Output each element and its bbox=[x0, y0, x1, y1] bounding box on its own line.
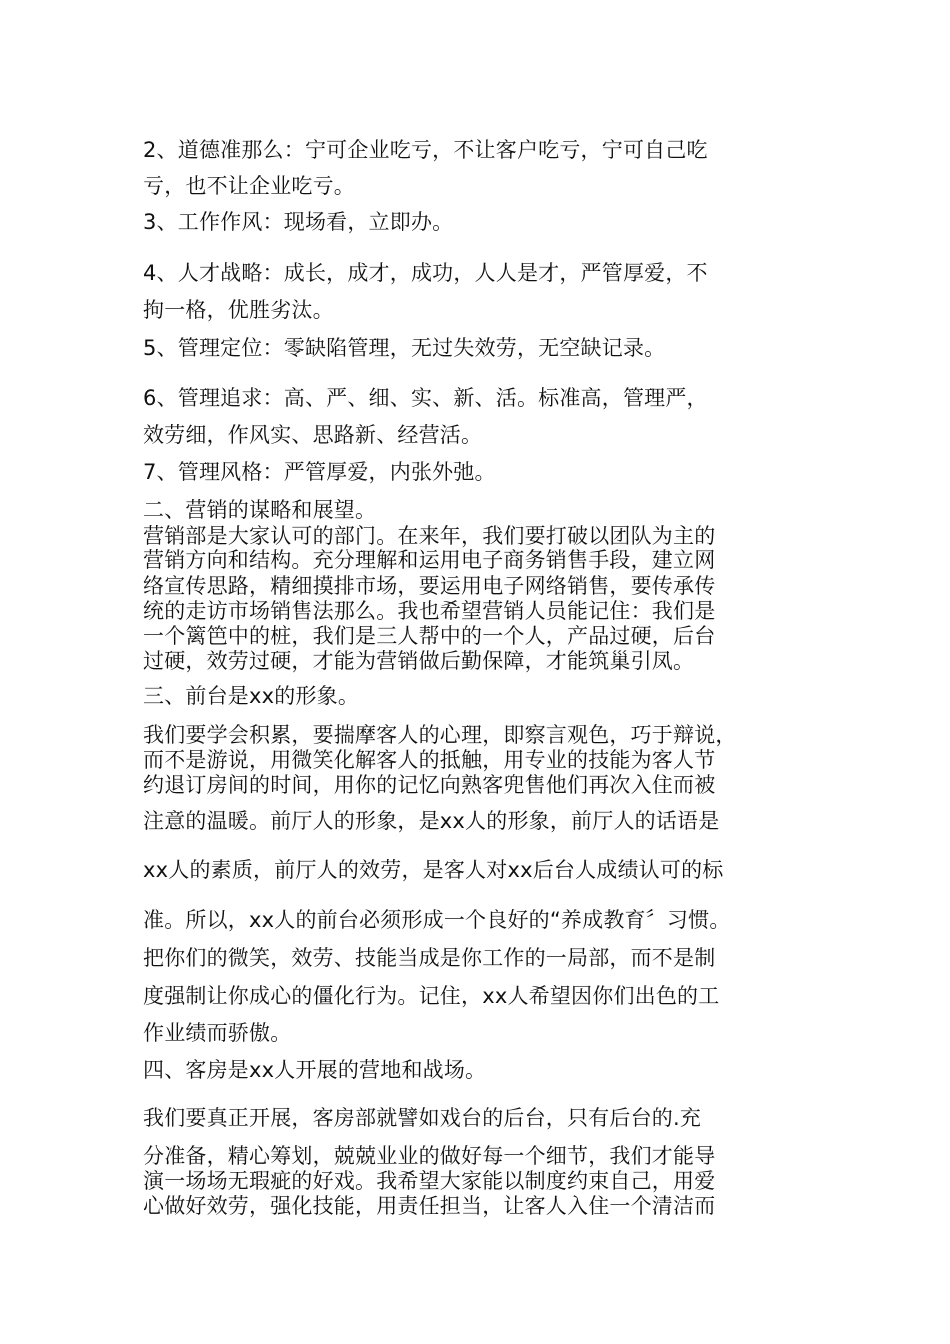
text-line: 2、道德准那么：宁可企业吃亏，不让客户吃亏，宁可自己吃 bbox=[143, 138, 708, 162]
text-line: 5、管理定位：零缺陷管理，无过失效劳，无空缺记录。 bbox=[143, 336, 666, 360]
text-line: 作业绩而骄傲。 bbox=[143, 1021, 292, 1045]
text-line: 演一场场无瑕疵的好戏。我希望大家能以制度约束自己，用爱 bbox=[143, 1169, 716, 1193]
text-line: 心做好效劳，强化技能，用责任担当，让客人入住一个清洁而 bbox=[143, 1194, 716, 1218]
text-line: 络宣传思路，精细摸排市场，要运用电子网络销售，要传承传 bbox=[143, 574, 716, 598]
text-line: 我们要真正开展，客房部就譬如戏台的后台，只有后台的.充 bbox=[143, 1106, 702, 1130]
text-line: 我们要学会积累，要揣摩客人的心理，即察言观色，巧于辩说， bbox=[143, 723, 737, 747]
text-line: 拘一格，优胜劣汰。 bbox=[143, 298, 334, 322]
text-line: 一个篱笆中的桩，我们是三人帮中的一个人，产品过硬，后台 bbox=[143, 624, 716, 648]
text-line: 营销方向和结构。充分理解和运用电子商务销售手段，建立网 bbox=[143, 548, 716, 572]
text-line: 度强制让你成心的僵化行为。记住，xx人希望因你们出色的工 bbox=[143, 984, 720, 1008]
text-line: 分准备，精心筹划，兢兢业业的做好每一个细节，我们才能导 bbox=[143, 1144, 716, 1168]
text-line: 6、管理追求：高、严、细、实、新、活。标准高，管理严， bbox=[143, 386, 708, 410]
section-heading: 二、营销的谋略和展望。 bbox=[143, 498, 377, 522]
text-line: 注意的温暖。前厅人的形象，是xx人的形象，前厅人的话语是 bbox=[143, 809, 720, 833]
text-line: xx人的素质，前厅人的效劳，是客人对xx后台人成绩认可的标 bbox=[143, 858, 724, 882]
text-line: 3、工作作风：现场看，立即办。 bbox=[143, 210, 454, 234]
text-line: 把你们的微笑，效劳、技能当成是你工作的一局部，而不是制 bbox=[143, 946, 716, 970]
section-heading: 三、前台是xx的形象。 bbox=[143, 684, 360, 708]
text-line: 4、人才战略：成长，成才，成功，人人是才，严管厚爱，不 bbox=[143, 261, 708, 285]
section-heading: 四、客房是xx人开展的营地和战场。 bbox=[143, 1058, 487, 1082]
text-line: 过硬，效劳过硬，才能为营销做后勤保障，才能筑巢引凤。 bbox=[143, 649, 695, 673]
text-line: 营销部是大家认可的部门。在来年，我们要打破以团队为主的 bbox=[143, 524, 716, 548]
text-line: 而不是游说，用微笑化解客人的抵触，用专业的技能为客人节 bbox=[143, 748, 716, 772]
text-line: 效劳细，作风实、思路新、经营活。 bbox=[143, 423, 483, 447]
text-line: 统的走访市场销售法那么。我也希望营销人员能记住：我们是 bbox=[143, 599, 716, 623]
text-line: 准。所以，xx人的前台必须形成一个良好的“养成教育〞习惯。 bbox=[143, 908, 731, 932]
text-line: 亏，也不让企业吃亏。 bbox=[143, 174, 355, 198]
text-line: 7、管理风格：严管厚爱，内张外弛。 bbox=[143, 460, 496, 484]
text-line: 约退订房间的时间，用你的记忆向熟客兜售他们再次入住而被 bbox=[143, 773, 716, 797]
